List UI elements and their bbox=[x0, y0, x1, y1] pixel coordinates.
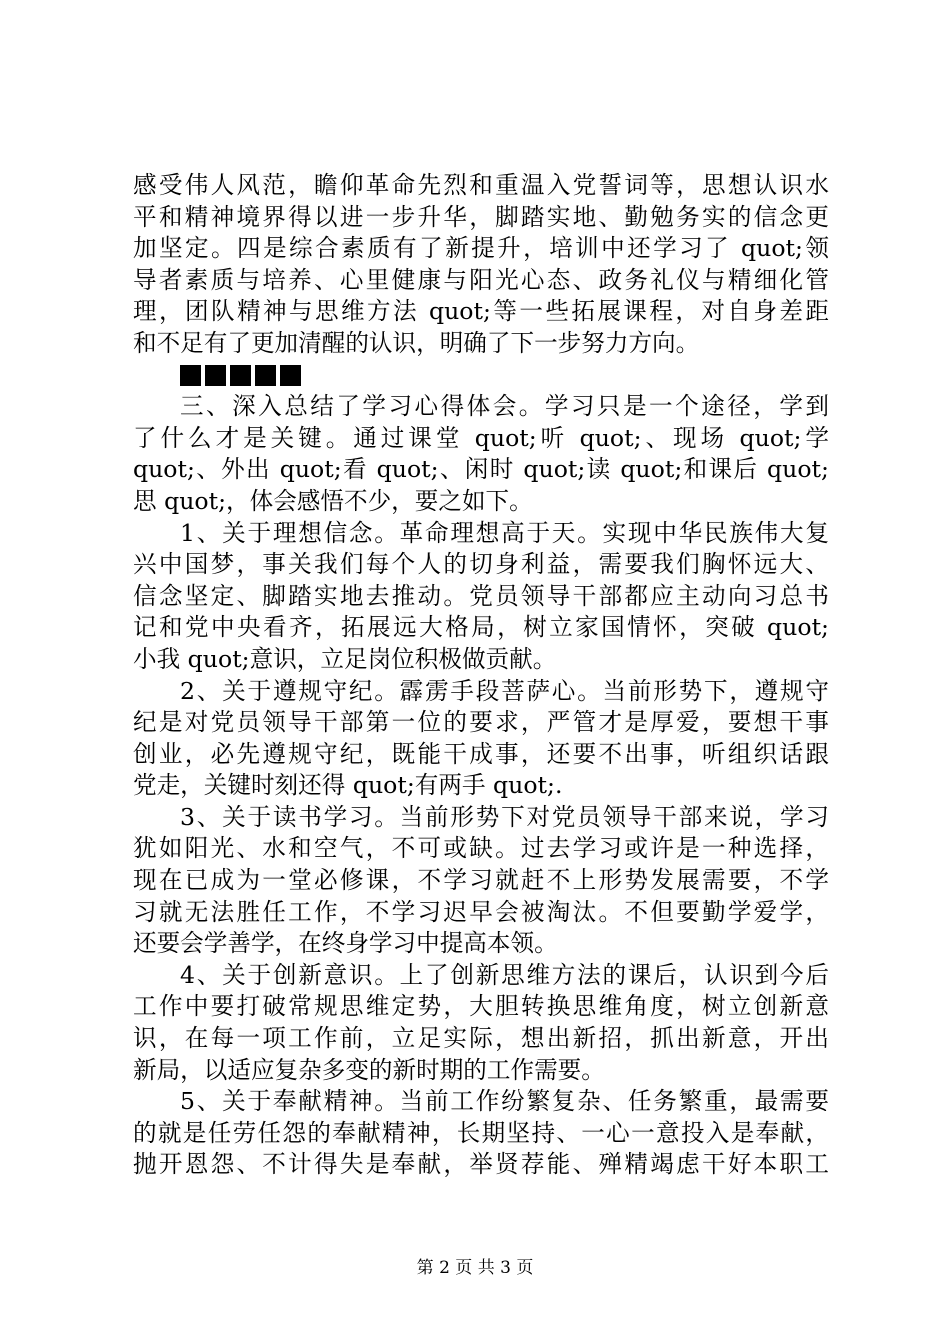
page-footer: 第 2 页 共 3 页 bbox=[416, 1258, 534, 1278]
text-line: 了什么才是关键。通过课堂 quot;听 quot;、现场 quot;学 bbox=[133, 423, 829, 452]
text-line: 思 quot;，体会感悟不少，要之如下。 bbox=[133, 486, 533, 515]
redaction-square bbox=[255, 365, 276, 386]
redaction-square bbox=[230, 365, 251, 386]
text-line: 三、深入总结了学习心得体会。学习只是一个途径，学到 bbox=[180, 392, 829, 421]
text-line: 党走，关键时刻还得 quot;有两手 quot;. bbox=[133, 771, 563, 800]
text-line: 导者素质与培养、心里健康与阳光心态、政务礼仪与精细化管 bbox=[133, 265, 829, 294]
text-line: 还要会学善学，在终身学习中提高本领。 bbox=[133, 929, 558, 958]
text-line: 识，在每一项工作前，立足实际，想出新招，抓出新意，开出 bbox=[133, 1024, 829, 1053]
document-body bbox=[133, 170, 829, 1181]
text-line: 创业，必先遵规守纪，既能干成事，还要不出事，听组织话跟 bbox=[133, 739, 829, 768]
text-line: 3、关于读书学习。当前形势下对党员领导干部来说，学习 bbox=[180, 802, 829, 831]
redaction-square bbox=[205, 365, 226, 386]
text-line: 理，团队精神与思维方法 quot;等一些拓展课程，对自身差距 bbox=[133, 297, 829, 326]
text-line: 新局，以适应复杂多变的新时期的工作需要。 bbox=[133, 1055, 605, 1084]
redaction-square bbox=[180, 365, 201, 386]
text-line: 记和党中央看齐，拓展远大格局，树立家国情怀，突破 quot; bbox=[133, 613, 829, 642]
text-line: 纪是对党员领导干部第一位的要求，严管才是厚爱，要想干事 bbox=[133, 708, 829, 737]
redaction-squares bbox=[133, 360, 829, 392]
text-line: 1、关于理想信念。革命理想高于天。实现中华民族伟大复 bbox=[180, 518, 829, 547]
text-line: 的就是任劳任怨的奉献精神，长期坚持、一心一意投入是奉献， bbox=[133, 1118, 829, 1147]
text-line: 和不足有了更加清醒的认识，明确了下一步努力方向。 bbox=[133, 328, 700, 357]
text-line: 工作中要打破常规思维定势，大胆转换思维角度，树立创新意 bbox=[133, 992, 829, 1021]
text-line: quot;、外出 quot;看 quot;、闲时 quot;读 quot;和课后 quot; bbox=[133, 455, 829, 484]
text-line: 犹如阳光、水和空气，不可或缺。过去学习或许是一种选择， bbox=[133, 834, 829, 863]
text-line: 抛开恩怨、不计得失是奉献，举贤荐能、殚精竭虑干好本职工 bbox=[133, 1150, 829, 1179]
text-line: 4、关于创新意识。上了创新思维方法的课后，认识到今后 bbox=[180, 960, 829, 989]
text-line: 2、关于遵规守纪。霹雳手段菩萨心。当前形势下，遵规守 bbox=[180, 676, 829, 705]
text-line: 平和精神境界得以进一步升华，脚踏实地、勤勉务实的信念更 bbox=[133, 202, 829, 231]
redaction-square bbox=[280, 365, 301, 386]
text-line: 感受伟人风范，瞻仰革命先烈和重温入党誓词等，思想认识水 bbox=[133, 171, 829, 199]
text-line: 兴中国梦，事关我们每个人的切身利益，需要我们胸怀远大、 bbox=[133, 550, 829, 579]
text-line: 现在已成为一堂必修课，不学习就赶不上形势发展需要，不学 bbox=[133, 866, 829, 895]
text-line: 5、关于奉献精神。当前工作纷繁复杂、任务繁重，最需要 bbox=[180, 1087, 829, 1116]
text-line: 加坚定。四是综合素质有了新提升，培训中还学习了 quot;领 bbox=[133, 234, 829, 263]
text-line: 习就无法胜任工作，不学习迟早会被淘汰。不但要勤学爱学， bbox=[133, 897, 829, 926]
text-line: 小我 quot;意识，立足岗位积极做贡献。 bbox=[133, 644, 557, 673]
text-line: 信念坚定、脚踏实地去推动。党员领导干部都应主动向习总书 bbox=[133, 581, 829, 610]
